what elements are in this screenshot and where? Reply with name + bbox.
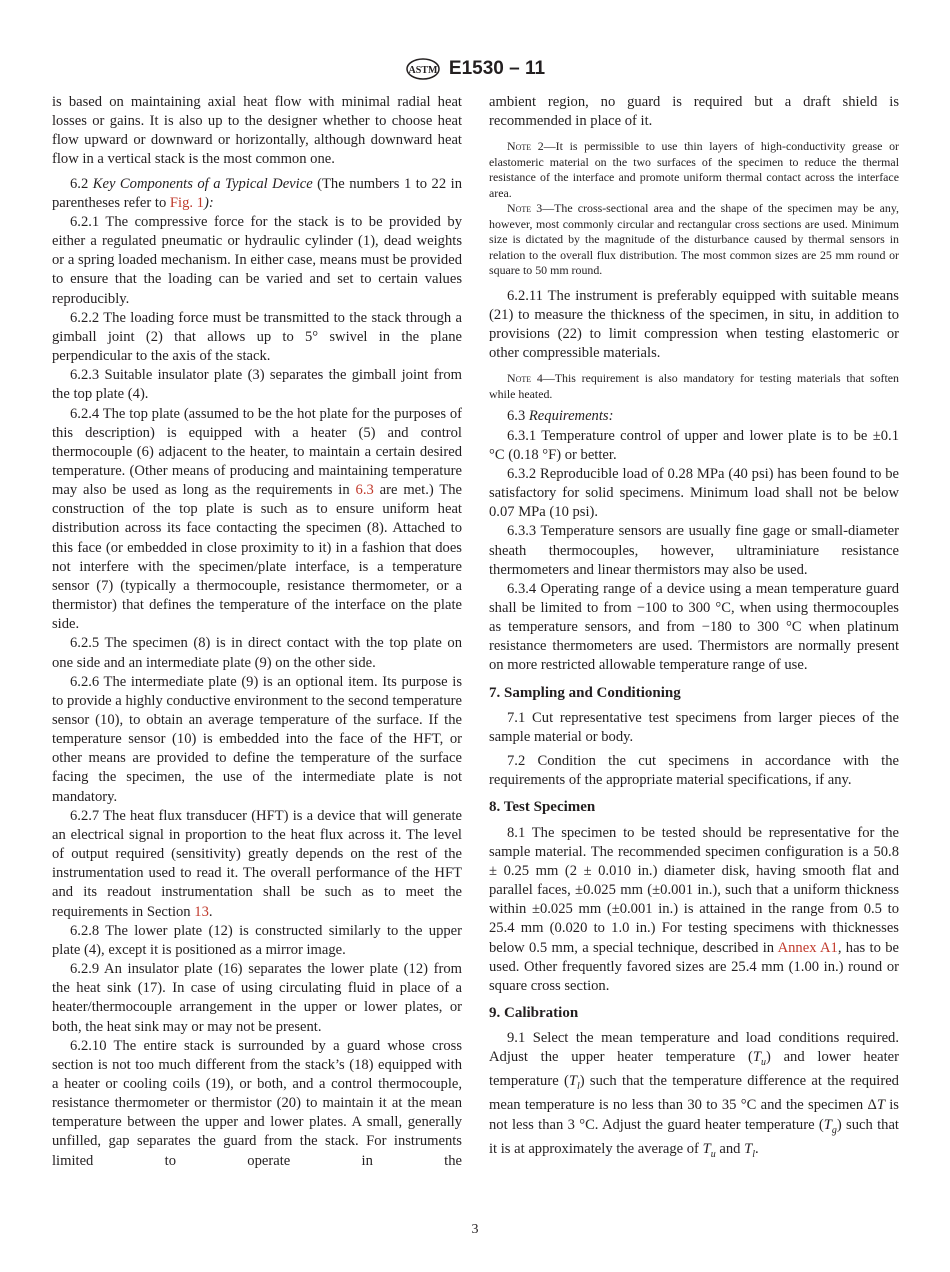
note-3: Note 3—The cross-sectional area and the shape of the specimen may be any, however, most commonly circular and rectangular cross sections are used. Minimum size is dictated by the magnitude of the disturbance caused by thermal sensors in relation to the overall flux distribution. The most common sizes are 25 mm round or square to 50 mm round. (489, 201, 899, 278)
paragraph-6-2-4: 6.2.4 The top plate (assumed to be the hot plate for the purposes of this description) is equipped with a heater (5) and control thermocouple (6) adjacent to the heater, to maintain a certain desired temperature. (Other means of producing and maintaining temperature may also be used as long as the requirements in 6.3 are met.) The construction of the top plate is such as to ensure uniform heat distribution across its face contacting the specimen (8). Attached to this face (or embedded in close proximity to it) in a fashion that does not interfere with the specimen/plate interface, is a temperature sensor (7) (typically a thermocouple, resistance thermometer, or a thermistor) that defines the temperature of the interface on the plate side. (52, 405, 463, 633)
paragraph-6-3-1: 6.3.1 Temperature control of upper and lower plate is to be ±0.1 °C (0.18 °F) or better. (489, 427, 899, 463)
paragraph-6-3-3: 6.3.3 Temperature sensors are usually fine gage or small-diameter sheath thermocouples, however, ultraminiature resistance thermometers and linear thermistors may also be used. (489, 523, 899, 578)
paragraph-6-2-2: 6.2.2 The loading force must be transmitted to the stack through a gimball joint (2) that allows up to 5° swivel in the plane perpendicular to the axis of the stack. (52, 309, 462, 365)
document-code: E1530 – 11 (448, 58, 546, 79)
paragraph-6-2-3: 6.2.3 Suitable insulator plate (3) separates the gimball joint from the top plate (4). (52, 367, 462, 403)
paragraph-6-2-9: 6.2.9 An insulator plate (16) separates the lower plate (12) from the heat sink (17). In case of using circulating fluid in place of a heater/thermocouple arrangement in the upper or lower plates, or both, the heat sink may or may not be present. (52, 961, 462, 1035)
right-column (489, 93, 899, 1164)
paragraph-6-2-1: 6.2.1 The compressive force for the stack is to be provided by either a regulated pneumatic or hydraulic cylinder (1), dead weights or a spring loaded mechanism. In either case, means must be provided to ensure that the loading can be varied and set to certain values reproducibly. (52, 213, 462, 307)
paragraph-6-2-6: 6.2.6 The intermediate plate (9) is an optional item. Its purpose is to provide a highly conductive environment to the second temperature sensor (10), to obtain an average temperature of the surface. If the temperature sensor (10) is embedded into the face of the HFT, or other means are provided to define the temperature of the surface facing the specimen, the use of the intermediate plate is not mandatory. (52, 673, 462, 805)
paragraph-8-1: 8.1 The specimen to be tested should be representative for the sample material. The recommended specimen configuration is a 50.8 ± 0.25 mm (2 ± 0.010 in.) diameter disk, having smooth flat and parallel faces, ±0.025 mm (±0.001 in.), such that a uniform thickness within ±0.025 mm (±0.001 in.) is attained in the range from 0.5 to 25.4 mm (0.020 to 1.0 in.) For testing specimens with thicknesses below 0.5 mm, a special technique, described in Annex A1, has to be used. Other frequently favored sizes are 25.4 mm (1.00 in.) round or square cross section. (489, 824, 899, 994)
annex-a1-link[interactable]: Annex A1 (777, 939, 838, 956)
paragraph-6-2-11: 6.2.11 The instrument is preferably equipped with suitable means (21) to measure the thickness of the specimen, in situ, in addition to provisions (22) to limit compression when testing elastomeric or other compressible materials. (489, 287, 899, 362)
paragraph-7-2: 7.2 Condition the cut specimens in accordance with the requirements of the appropriate material specifications, if any. (489, 753, 899, 789)
paragraph-6-3-4: 6.3.4 Operating range of a device using a mean temperature guard shall be limited to from −100 to 300 °C, when using thermocouples as temperature sensors, and from −180 to 300 °C when platinum resistance thermometers are used. Thermistors are normally present on more restricted allowable temperature range of use. (489, 580, 899, 674)
paragraph-6-2-5: 6.2.5 The specimen (8) is in direct contact with the top plate on one side and an intermediate plate (9) on the other side. (52, 635, 462, 671)
svg-text:ASTM: ASTM (408, 65, 438, 76)
paragraph: ambient region, no guard is required but a draft shield is recommended in place of it. (489, 94, 899, 130)
left-column (52, 93, 462, 1171)
paragraph-6-2-10: 6.2.10 The entire stack is surrounded by a guard whose cross section is not too much different from the stack’s (18) equipped with a heater or cooling coils (19), or both, and a control thermocouple, resistance thermometer or thermistor (20) to maintain it at the mean temperature between the upper and lower plates. A small, generally unfilled, gap separates the guard from the stack. For instruments limited to operate in the (52, 1037, 462, 1169)
paragraph-9-1: 9.1 Select the mean temperature and load conditions required. Adjust the upper heater temperature $(T_u)$ and lower heater temperature $(T_l)$ such that the temperature difference at the required mean temperature is no less than 30 to 35 °C and the specimen ΔT is not less than 3 °C. Adjust the guard heater temperature $(T_g)$ such that it is at approximately the average of $T_u$ and $T_l$. (489, 1030, 899, 1160)
page-number: 3 (471, 1222, 479, 1237)
astm-logo-icon (405, 57, 441, 81)
heading-9: 9. Calibration (489, 1004, 579, 1021)
fig-1-link[interactable]: Fig. 1 (169, 194, 204, 211)
paragraph-7-1: 7.1 Cut representative test specimens from larger pieces of the sample material or body. (489, 709, 899, 745)
paragraph: is based on maintaining axial heat flow with minimal radial heat losses or gains. It is also up to the designer whether to choose heat flow upward or downward or horizontally, although downward heat flow in a vertical stack is the most common one. (52, 94, 462, 168)
heading-7: 7. Sampling and Conditioning (489, 684, 681, 701)
section-6-3-link[interactable]: 6.3 (355, 482, 374, 499)
paragraph-6-2-8: 6.2.8 The lower plate (12) is constructed similarly to the upper plate (4), except it is positioned as a mirror image. (52, 922, 462, 958)
note-2: Note 2—It is permissible to use thin layers of high-conductivity grease or elastomeric material on the two surfaces of the specimen to reduce the thermal resistance of the interface and promote uniform thermal contact across the interface area. (489, 139, 899, 200)
section-13-link[interactable]: 13 (194, 903, 209, 920)
heading-8: 8. Test Specimen (489, 799, 596, 816)
section-6-2: 6.2 Key Components of a Typical Device (The numbers 1 to 22 in parentheses refer to Fig. 1): (52, 175, 462, 211)
paragraph-6-2-7: 6.2.7 The heat flux transducer (HFT) is a device that will generate an electrical signal in proportion to the heat flux across it. The level of output required (sensitivity) greatly depends on the rest of the instrumentation used to read it. The overall performance of the HFT and its readout instrumentation shall be such as to meet the requirements in Section 13. (52, 807, 462, 920)
page-header (0, 57, 950, 81)
section-6-3: 6.3 Requirements: (507, 408, 614, 425)
paragraph-6-3-2: 6.3.2 Reproducible load of 0.28 MPa (40 psi) has been found to be satisfactory for solid specimens. Minimum load shall not be below 0.07 MPa (10 psi). (489, 465, 899, 521)
note-4: Note 4—This requirement is also mandatory for testing materials that soften while heated. (489, 371, 900, 401)
